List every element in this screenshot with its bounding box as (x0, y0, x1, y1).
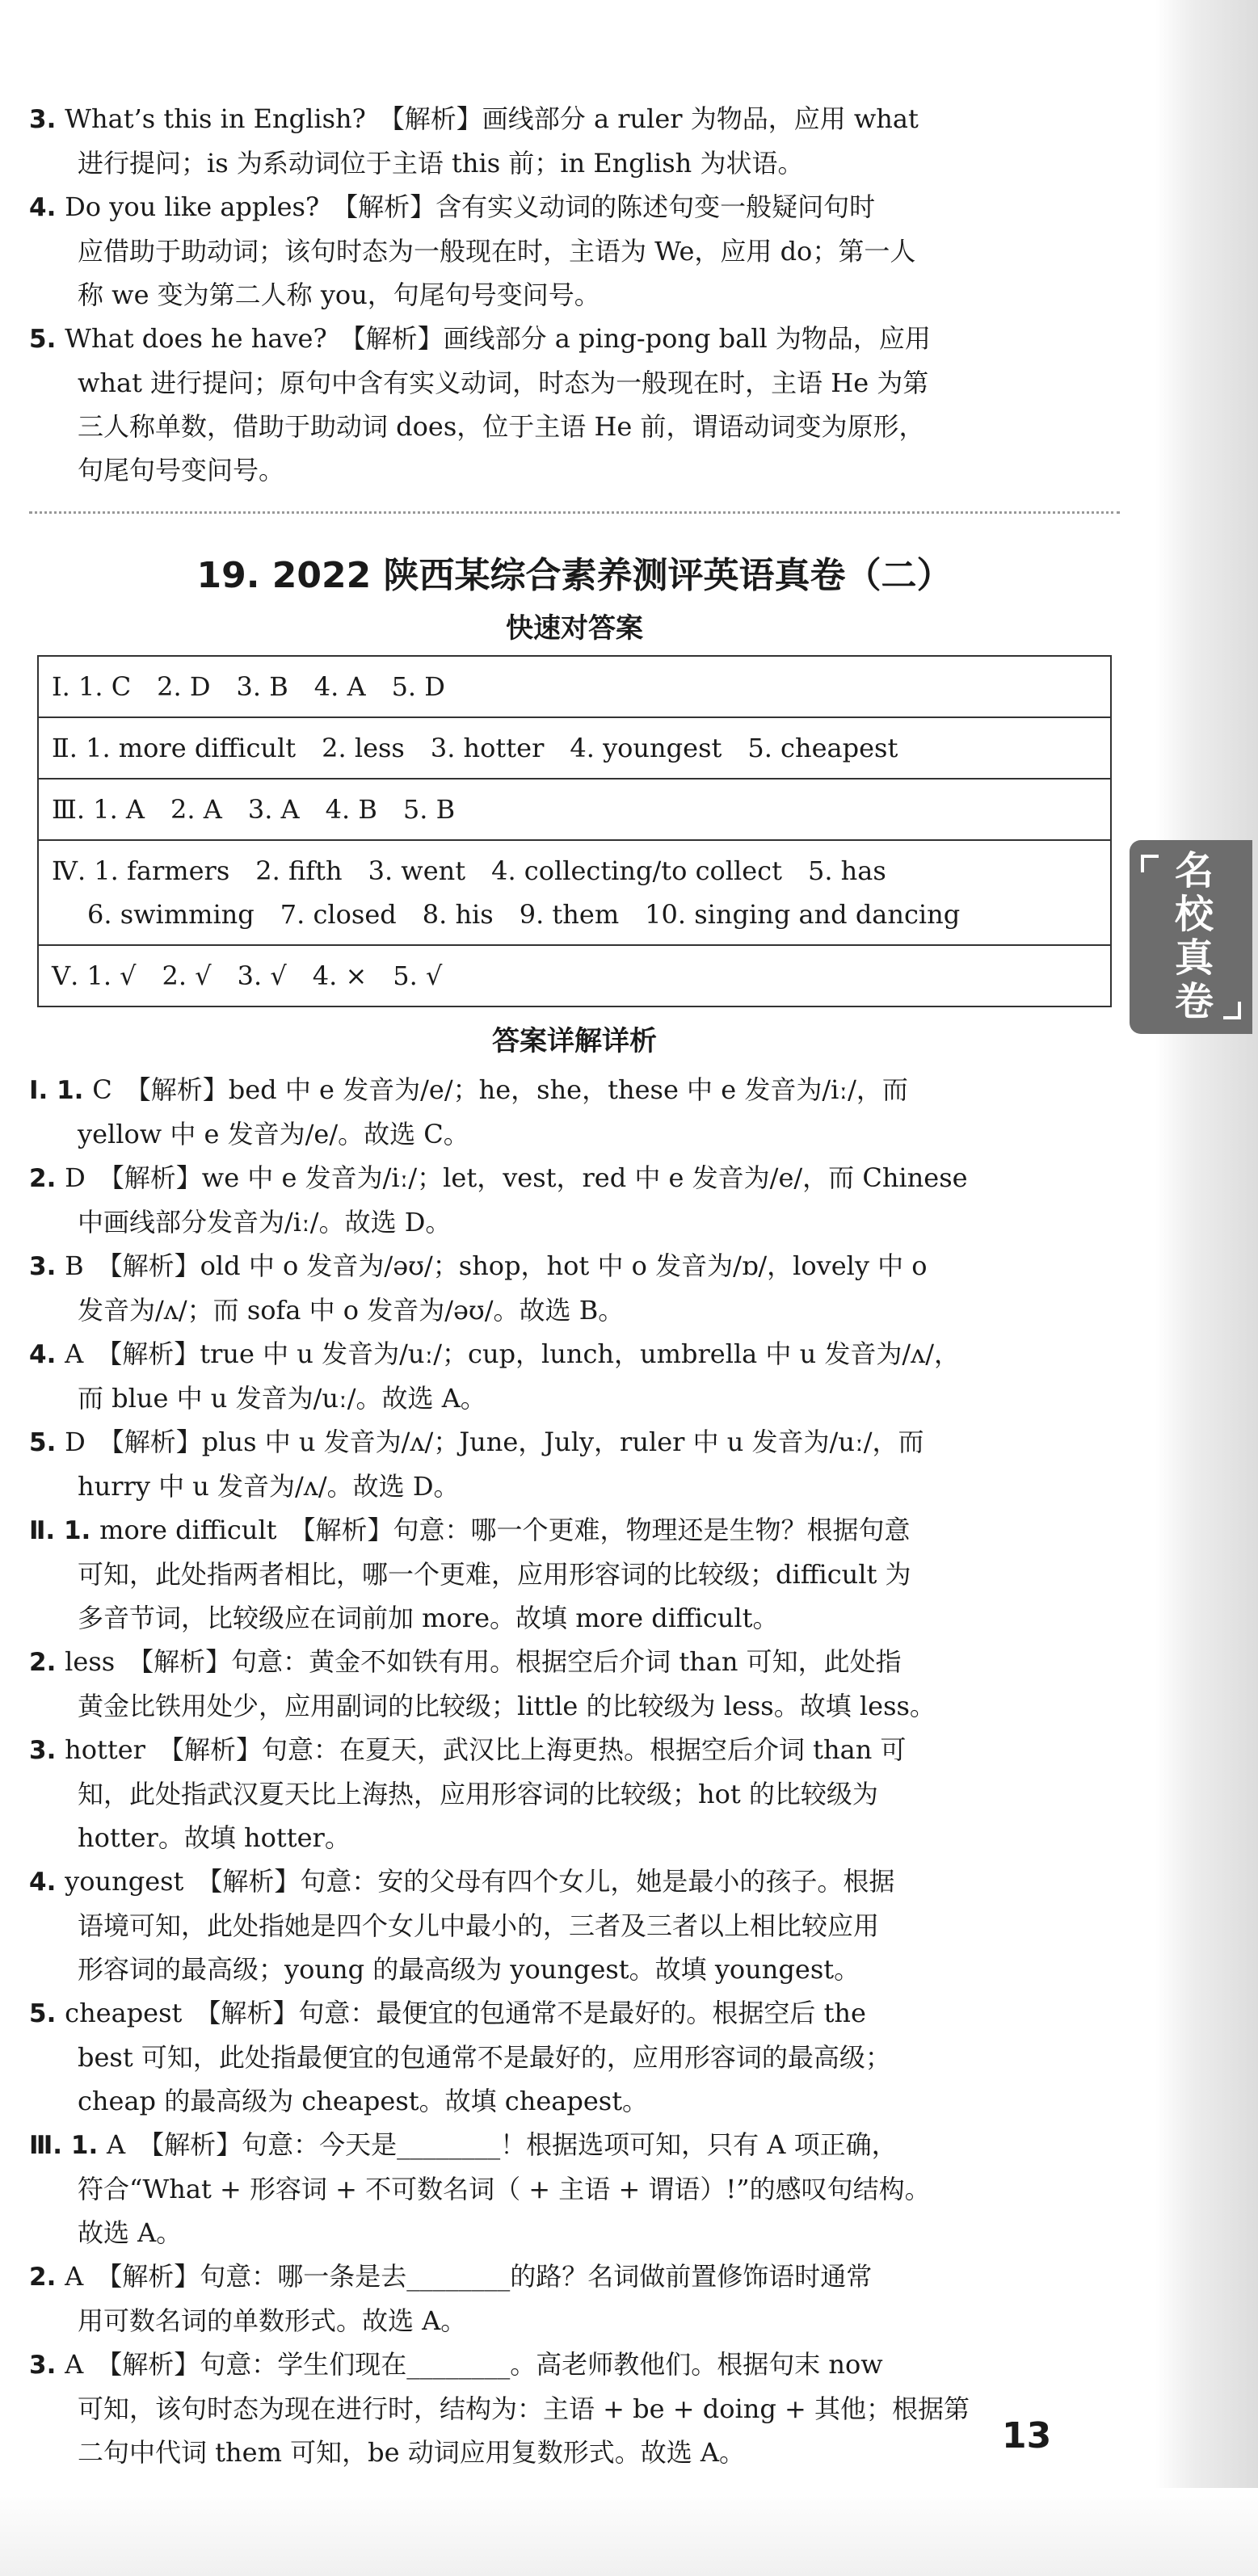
explanation-line: 形容词的最高级；young 的最高级为 youngest。故填 youngest。 (78, 1954, 860, 1985)
explanation-item (29, 185, 1120, 317)
explanation-line: 句尾句号变问号。 (78, 455, 285, 485)
item-text: youngest 【解析】句意：安的父母有四个女儿，她是最小的孩子。根据 (65, 1866, 895, 1897)
detail-title: 答案详解详析 (492, 1025, 657, 1057)
explanation-line: 中画线部分发音为/iː/。故选 D。 (78, 1207, 452, 1238)
explanation-line (29, 185, 1120, 229)
item-text: A 【解析】句意：哪一条是去________的路？名词做前置修饰语时通常 (65, 2261, 873, 2292)
page-bottom-shade (0, 2488, 1258, 2576)
explanation-line: cheap 的最高级为 cheapest。故填 cheapest。 (78, 2086, 649, 2116)
answer-table (37, 655, 1112, 1007)
explanation-line (29, 2123, 1120, 2167)
tab-corner-icon (1223, 1002, 1241, 1019)
item-text: What’s this in English? 【解析】画线部分 a ruler 为物品，应用 what (65, 103, 919, 134)
page-edge-shade (1155, 0, 1258, 2576)
item-text: A 【解析】true 中 u 发音为/uː/；cup，lunch，umbrella 中 u 发音为/ʌ/， (65, 1338, 961, 1369)
explanation-item (29, 1728, 1120, 1860)
item-text: less 【解析】句意：黄金不如铁有用。根据空后介词 than 可知，此处指 (65, 1646, 902, 1677)
explanation-line (29, 1860, 1120, 1904)
explanation-line: 用可数名词的单数形式。故选 A。 (78, 2305, 467, 2336)
item-text: A 【解析】句意：学生们现在________。高老师教他们。根据句末 now (65, 2349, 883, 2380)
explanation-item (29, 2123, 1120, 2255)
answer-text: 6. swimming 7. closed 8. his 9. them 10. singing and dancing (87, 899, 961, 930)
content (29, 97, 1120, 2474)
page-number: 13 (1002, 2415, 1052, 2456)
explanation-line (29, 1420, 1120, 1464)
explanation-line: 语境可知，此处指她是四个女儿中最小的，三者及三者以上相比较应用 (78, 1910, 880, 1941)
explanation-item (29, 1332, 1120, 1420)
item-number: 5. (29, 1999, 65, 2028)
explanation-line: 符合“What + 形容词 + 不可数名词（ + 主语 + 谓语）!”的感叹句结构。 (78, 2174, 931, 2204)
item-text: cheapest 【解析】句意：最便宜的包通常不是最好的。根据空后 the (65, 1998, 866, 2028)
explanation-item (29, 1420, 1120, 1508)
item-number: 3. (29, 105, 65, 134)
explanation-line: 黄金比铁用处少，应用副词的比较级；little 的比较级为 less。故填 less。 (78, 1691, 936, 1721)
side-tab (1130, 840, 1252, 1034)
answer-row (39, 780, 1110, 841)
answer-text: Ⅴ. 1. √ 2. √ 3. √ 4. × 5. √ (52, 960, 443, 991)
explanation-line (29, 1508, 1120, 1553)
explanation-line: yellow 中 e 发音为/e/。故选 C。 (78, 1119, 469, 1149)
item-text: D 【解析】we 中 e 发音为/iː/；let，vest，red 中 e 发音为/e/，而 Chinese (65, 1162, 968, 1193)
explanation-line: 二句中代词 them 可知，be 动词应用复数形式。故选 A。 (78, 2437, 745, 2468)
explanation-item (29, 2255, 1120, 2343)
item-text: hotter 【解析】句意：在夏天，武汉比上海更热。根据空后介词 than 可 (65, 1734, 907, 1765)
explanation-line: 进行提问；is 为系动词位于主语 this 前；in English 为状语。 (78, 148, 804, 179)
explanation-line: 三人称单数，借助于助动词 does，位于主语 He 前，谓语动词变为原形， (78, 411, 925, 442)
detail-items (29, 1068, 1120, 2474)
item-text: Do you like apples? 【解析】含有实义动词的陈述句变一般疑问句时 (65, 191, 876, 222)
explanation-line: hurry 中 u 发音为/ʌ/。故选 D。 (78, 1471, 460, 1502)
answer-text: Ⅱ. 1. more difficult 2. less 3. hotter 4. youngest 5. cheapest (52, 733, 898, 763)
item-number: 4. (29, 193, 65, 222)
quick-answer-title: 快速对答案 (506, 612, 643, 645)
explanation-line: 知，此处指武汉夏天比上海热，应用形容词的比较级；hot 的比较级为 (78, 1779, 878, 1809)
explanation-line: 可知，此处指两者相比，哪一个更难，应用形容词的比较级；difficult 为 (78, 1559, 911, 1590)
explanation-line (29, 1068, 1120, 1112)
explanation-line (29, 1244, 1120, 1288)
item-number: Ⅰ. 1. (29, 1076, 93, 1105)
item-text: more difficult 【解析】句意：哪一个更难，物理还是生物？根据句意 (99, 1515, 911, 1545)
explanation-line: 故选 A。 (78, 2217, 183, 2248)
item-number: 5. (29, 1428, 65, 1457)
section-title: 19. 2022 陕西某综合素养测评英语真卷（二） (196, 555, 953, 596)
explanation-item (29, 1991, 1120, 2123)
item-number: Ⅱ. 1. (29, 1516, 100, 1545)
item-number: 2. (29, 2263, 65, 2292)
item-number: Ⅲ. 1. (29, 2131, 107, 2160)
explanation-line: 应借助于助动词；该句时态为一般现在时，主语为 We，应用 do；第一人 (78, 236, 916, 267)
explanation-line: 而 blue 中 u 发音为/uː/。故选 A。 (78, 1383, 486, 1414)
item-text: D 【解析】plus 中 u 发音为/ʌ/；June，July，ruler 中 u 发音为/uː/，而 (65, 1427, 924, 1457)
explanation-line (29, 1640, 1120, 1684)
explanation-line: hotter。故填 hotter。 (78, 1822, 351, 1853)
explanation-line: 称 we 变为第二人称 you，句尾句号变问号。 (78, 279, 600, 310)
answer-row (39, 946, 1110, 1006)
explanation-line (29, 2343, 1120, 2387)
explanation-line: best 可知，此处指最便宜的包通常不是最好的，应用形容词的最高级； (78, 2042, 891, 2073)
item-number: 3. (29, 2351, 65, 2380)
explanation-item (29, 1860, 1120, 1991)
item-number: 2. (29, 1648, 65, 1677)
explanation-item (29, 1068, 1120, 1156)
item-number: 3. (29, 1736, 65, 1765)
explanation-line: 发音为/ʌ/；而 sofa 中 o 发音为/əʊ/。故选 B。 (78, 1295, 625, 1326)
explanation-line: what 进行提问；原句中含有实义动词，时态为一般现在时，主语 He 为第 (78, 368, 929, 398)
item-number: 2. (29, 1164, 65, 1193)
item-number: 5. (29, 325, 65, 354)
explanation-item (29, 2343, 1120, 2474)
explanation-item (29, 317, 1120, 492)
explanation-item (29, 97, 1120, 185)
explanation-line: 可知，该句时态为现在进行时，结构为：主语 + be + doing + 其他；根据第 (78, 2393, 970, 2424)
divider (29, 511, 1120, 514)
answer-text: Ⅲ. 1. A 2. A 3. A 4. B 5. B (52, 794, 456, 825)
explanation-line (29, 1728, 1120, 1772)
explanation-line (29, 2255, 1120, 2299)
explanation-line (29, 1991, 1120, 2036)
answer-text: Ⅳ. 1. farmers 2. fifth 3. went 4. collecting/to collect 5. has (52, 855, 886, 886)
explanation-line (29, 97, 1120, 141)
answer-row (39, 841, 1110, 946)
item-number: 4. (29, 1340, 65, 1369)
explanation-line (29, 1332, 1120, 1376)
explanation-line (29, 317, 1120, 361)
explanation-item (29, 1508, 1120, 1640)
item-number: 4. (29, 1868, 65, 1897)
explanation-line (29, 1156, 1120, 1200)
item-text: A 【解析】句意：今天是________！根据选项可知，只有 A 项正确， (107, 2129, 898, 2160)
item-text: B 【解析】old 中 o 发音为/əʊ/；shop，hot 中 o 发音为/ɒ/，lovely 中 o (65, 1250, 928, 1281)
item-text: C 【解析】bed 中 e 发音为/e/；he，she，these 中 e 发音为/iː/，而 (92, 1074, 908, 1105)
explanation-item (29, 1640, 1120, 1728)
side-tab-label: 名校真卷 (1168, 850, 1214, 1024)
answer-row (39, 657, 1110, 718)
item-number: 3. (29, 1252, 65, 1281)
explanation-item (29, 1244, 1120, 1332)
tab-corner-icon (1141, 855, 1159, 872)
answer-row (39, 718, 1110, 780)
explanation-item (29, 1156, 1120, 1244)
top-items (29, 97, 1120, 492)
explanation-line: 多音节词，比较级应在词前加 more。故填 more difficult。 (78, 1603, 779, 1633)
answer-text: Ⅰ. 1. C 2. D 3. B 4. A 5. D (52, 671, 445, 702)
item-text: What does he have? 【解析】画线部分 a ping-pong ball 为物品，应用 (65, 323, 931, 354)
